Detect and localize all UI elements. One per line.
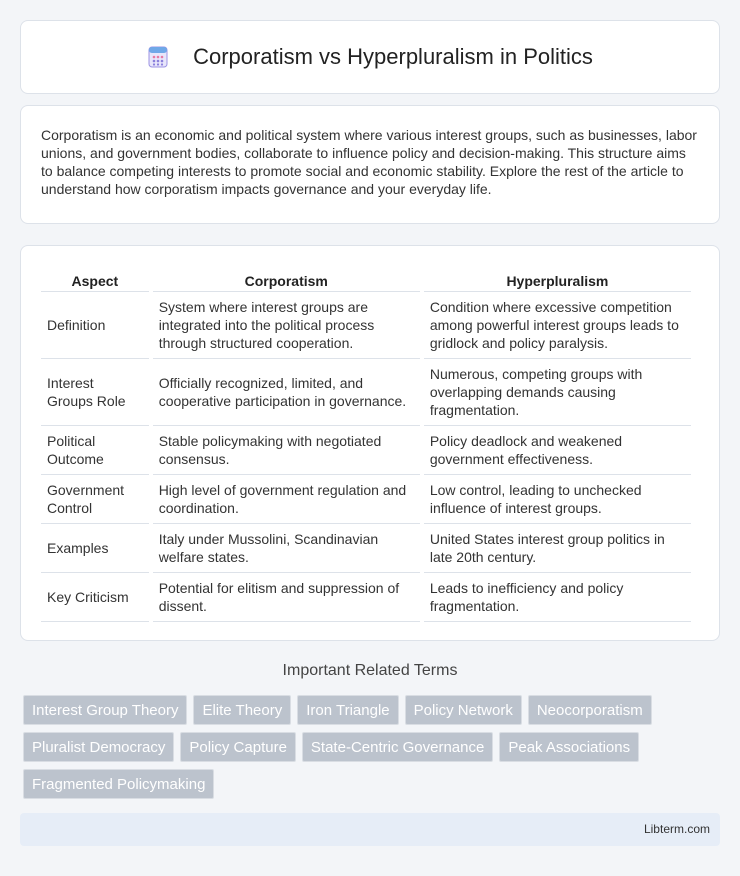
term-tag[interactable]: Fragmented Policymaking xyxy=(23,769,214,799)
header-corporatism: Corporatism xyxy=(153,266,420,292)
table-row xyxy=(41,475,691,524)
header-aspect: Aspect xyxy=(41,266,149,292)
row-hyperpluralism: Condition where excessive competition among powerful interest groups leads to gridlock and policy paralysis. xyxy=(424,292,691,359)
term-tag[interactable]: Elite Theory xyxy=(193,695,291,725)
row-aspect: Interest Groups Role xyxy=(41,359,149,426)
term-tag[interactable]: Interest Group Theory xyxy=(23,695,187,725)
table-row xyxy=(41,426,691,475)
calculator-icon xyxy=(147,46,169,68)
term-tag[interactable]: Pluralist Democracy xyxy=(23,732,174,762)
row-hyperpluralism: Numerous, competing groups with overlapping demands causing fragmentation. xyxy=(424,359,691,426)
row-corporatism: Italy under Mussolini, Scandinavian welfare states. xyxy=(153,524,420,573)
footer xyxy=(20,813,720,846)
term-tag[interactable]: Policy Capture xyxy=(180,732,296,762)
row-aspect: Examples xyxy=(41,524,149,573)
row-corporatism: Officially recognized, limited, and cooperative participation in governance. xyxy=(153,359,420,426)
row-hyperpluralism: Policy deadlock and weakened government effectiveness. xyxy=(424,426,691,475)
related-terms-list xyxy=(23,695,723,799)
row-hyperpluralism: Leads to inefficiency and policy fragmentation. xyxy=(424,573,691,622)
header-hyperpluralism: Hyperpluralism xyxy=(424,266,691,292)
row-corporatism: System where interest groups are integrated into the political process through structured cooperation. xyxy=(153,292,420,359)
table-row xyxy=(41,359,691,426)
intro-text: Corporatism is an economic and political system where various interest groups, such as businesses, labor unions, and government bodies, collaborate to influence policy and decision-making. This structure aims to balance competing interests to promote social and economic stability. Explore the rest of the article to understand how corporatism impacts governance and your everyday life. xyxy=(41,127,697,197)
row-aspect: Government Control xyxy=(41,475,149,524)
table-header-row xyxy=(41,266,691,292)
table-row xyxy=(41,292,691,359)
row-corporatism: Stable policymaking with negotiated consensus. xyxy=(153,426,420,475)
row-aspect: Definition xyxy=(41,292,149,359)
footer-link[interactable]: Libterm.com xyxy=(643,822,710,836)
intro-card xyxy=(20,105,720,224)
comparison-card xyxy=(20,245,720,641)
term-tag[interactable]: State-Centric Governance xyxy=(302,732,493,762)
related-terms-heading: Important Related Terms xyxy=(282,662,458,679)
row-hyperpluralism: Low control, leading to unchecked influence of interest groups. xyxy=(424,475,691,524)
row-aspect: Political Outcome xyxy=(41,426,149,475)
term-tag[interactable]: Iron Triangle xyxy=(297,695,398,725)
term-tag[interactable]: Peak Associations xyxy=(499,732,639,762)
term-tag[interactable]: Neocorporatism xyxy=(528,695,652,725)
title-card xyxy=(20,20,720,94)
row-corporatism: High level of government regulation and coordination. xyxy=(153,475,420,524)
term-tag[interactable]: Policy Network xyxy=(405,695,522,725)
table-row xyxy=(41,573,691,622)
row-aspect: Key Criticism xyxy=(41,573,149,622)
row-hyperpluralism: United States interest group politics in late 20th century. xyxy=(424,524,691,573)
page-title: Corporatism vs Hyperpluralism in Politics xyxy=(193,44,593,69)
table-row xyxy=(41,524,691,573)
comparison-table xyxy=(37,266,695,622)
row-corporatism: Potential for elitism and suppression of dissent. xyxy=(153,573,420,622)
